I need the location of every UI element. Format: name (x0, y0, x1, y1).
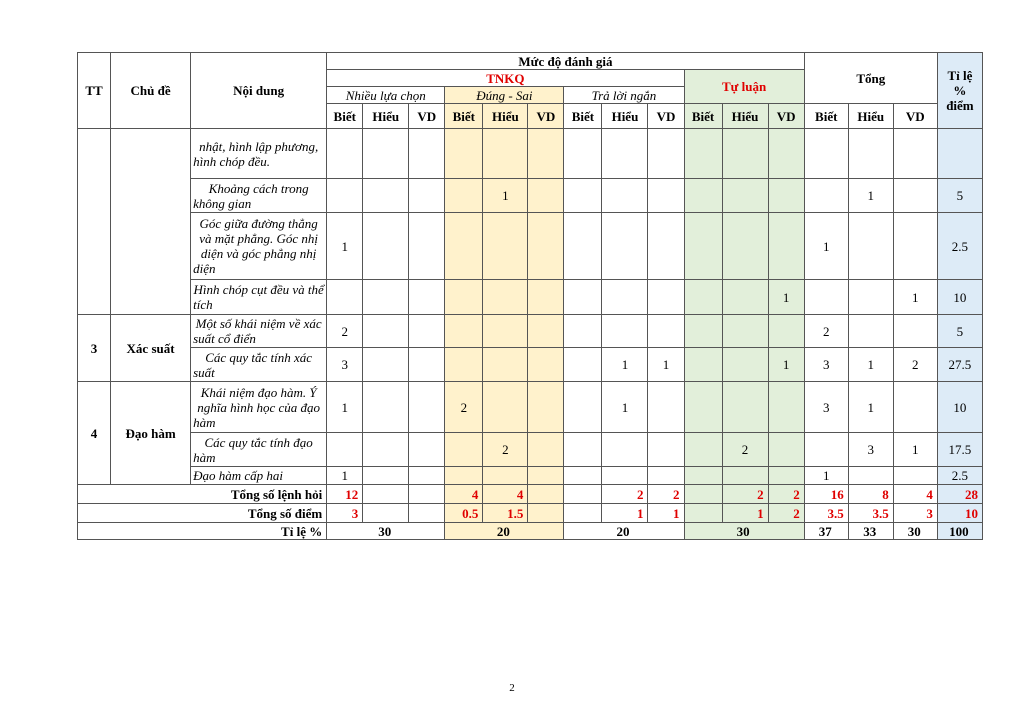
assessment-matrix-table (77, 52, 983, 540)
level-header: Hiểu (722, 104, 768, 129)
level-header: Hiểu (602, 104, 648, 129)
chu-de-cell: Đạo hàm (111, 382, 191, 485)
ti-le-cell: 5 (937, 179, 982, 213)
level-header: VD (528, 104, 564, 129)
ti-le-cell: 10 (937, 280, 982, 315)
table-row: Hình chóp cụt đều và thể tích 1 1 10 (78, 280, 983, 315)
header-dung-sai: Đúng - Sai (445, 87, 564, 104)
header-muc-do: Mức độ đánh giá (327, 53, 805, 70)
tt-cell: 3 (78, 315, 111, 382)
content-cell: Các quy tắc tính xác suất (191, 348, 327, 382)
level-header: Biết (327, 104, 363, 129)
content-cell: Các quy tắc tính đạo hàm (191, 433, 327, 467)
level-header: VD (768, 104, 804, 129)
total-questions-label: Tổng số lệnh hỏi (78, 485, 327, 504)
table-row: 3 Xác suất Một số khái niệm về xác suất cổ điển 2 2 5 (78, 315, 983, 348)
header-tnkq: TNKQ (327, 70, 684, 87)
total-points-row: Tổng số điểm 3 0.5 1.5 1 1 1 2 3.5 3.5 3 10 (78, 504, 983, 523)
level-header: Biết (445, 104, 483, 129)
level-header: Biết (804, 104, 848, 129)
table-row: Khoảng cách trong không gian 1 1 5 (78, 179, 983, 213)
header-tong: Tổng (804, 53, 937, 104)
content-cell: Khái niệm đạo hàm. Ý nghĩa hình học của đạo hàm (191, 382, 327, 433)
level-header: Hiểu (848, 104, 893, 129)
page-number: 2 (509, 682, 515, 694)
table-row: 4 Đạo hàm Khái niệm đạo hàm. Ý nghĩa hình học của đạo hàm 1 2 1 3 1 10 (78, 382, 983, 433)
level-header: VD (893, 104, 937, 129)
level-header: Hiểu (483, 104, 528, 129)
ti-le-cell: 17.5 (937, 433, 982, 467)
level-header: VD (409, 104, 445, 129)
ti-le-cell: 27.5 (937, 348, 982, 382)
total-points-label: Tổng số điểm (78, 504, 327, 523)
table-row (78, 129, 983, 179)
ti-le-cell: 10 (937, 382, 982, 433)
content-cell: Hình chóp cụt đều và thể tích (191, 280, 327, 315)
chu-de-cell (111, 129, 191, 315)
percentage-label: Tỉ lệ % (78, 523, 327, 540)
ti-le-cell: 2.5 (937, 213, 982, 280)
header-noi-dung: Nội dung (191, 53, 327, 129)
content-cell: Góc giữa đường thẳng và mặt phẳng. Góc nhị diện và góc phẳng nhị diện (191, 213, 327, 280)
tt-cell (78, 129, 111, 315)
ti-le-cell: 2.5 (937, 467, 982, 485)
header-nhieu-lua-chon: Nhiều lựa chọn (327, 87, 445, 104)
header-tu-luan: Tự luận (684, 70, 804, 104)
percentage-row: Tỉ lệ % 30 20 20 30 37 33 30 100 (78, 523, 983, 540)
content-cell: Khoảng cách trong không gian (191, 179, 327, 213)
ti-le-cell: 5 (937, 315, 982, 348)
tt-cell: 4 (78, 382, 111, 485)
ti-le-cell (937, 129, 982, 179)
table-row: Góc giữa đường thẳng và mặt phẳng. Góc nhị diện và góc phẳng nhị diện 1 1 2.5 (78, 213, 983, 280)
level-header: Biết (684, 104, 722, 129)
content-cell: nhật, hình lập phương, hình chóp đều. (191, 129, 327, 179)
table-row: Các quy tắc tính đạo hàm 2 2 3 1 17.5 (78, 433, 983, 467)
chu-de-cell: Xác suất (111, 315, 191, 382)
total-questions-row: Tổng số lệnh hỏi 12 4 4 2 2 2 2 16 8 4 28 (78, 485, 983, 504)
level-header: Hiểu (363, 104, 409, 129)
header-chu-de: Chủ đề (111, 53, 191, 129)
content-cell: Một số khái niệm về xác suất cổ điển (191, 315, 327, 348)
header-ti-le: Tỉ lệ % điểm (937, 53, 982, 129)
header-tra-loi-ngan: Trả lời ngắn (564, 87, 684, 104)
level-header: VD (648, 104, 684, 129)
content-cell: Đạo hàm cấp hai (191, 467, 327, 485)
level-header: Biết (564, 104, 602, 129)
table-row: Các quy tắc tính xác suất 3 1 1 1 3 1 2 27.5 (78, 348, 983, 382)
table-row: Đạo hàm cấp hai 1 1 2.5 (78, 467, 983, 485)
header-tt: TT (78, 53, 111, 129)
